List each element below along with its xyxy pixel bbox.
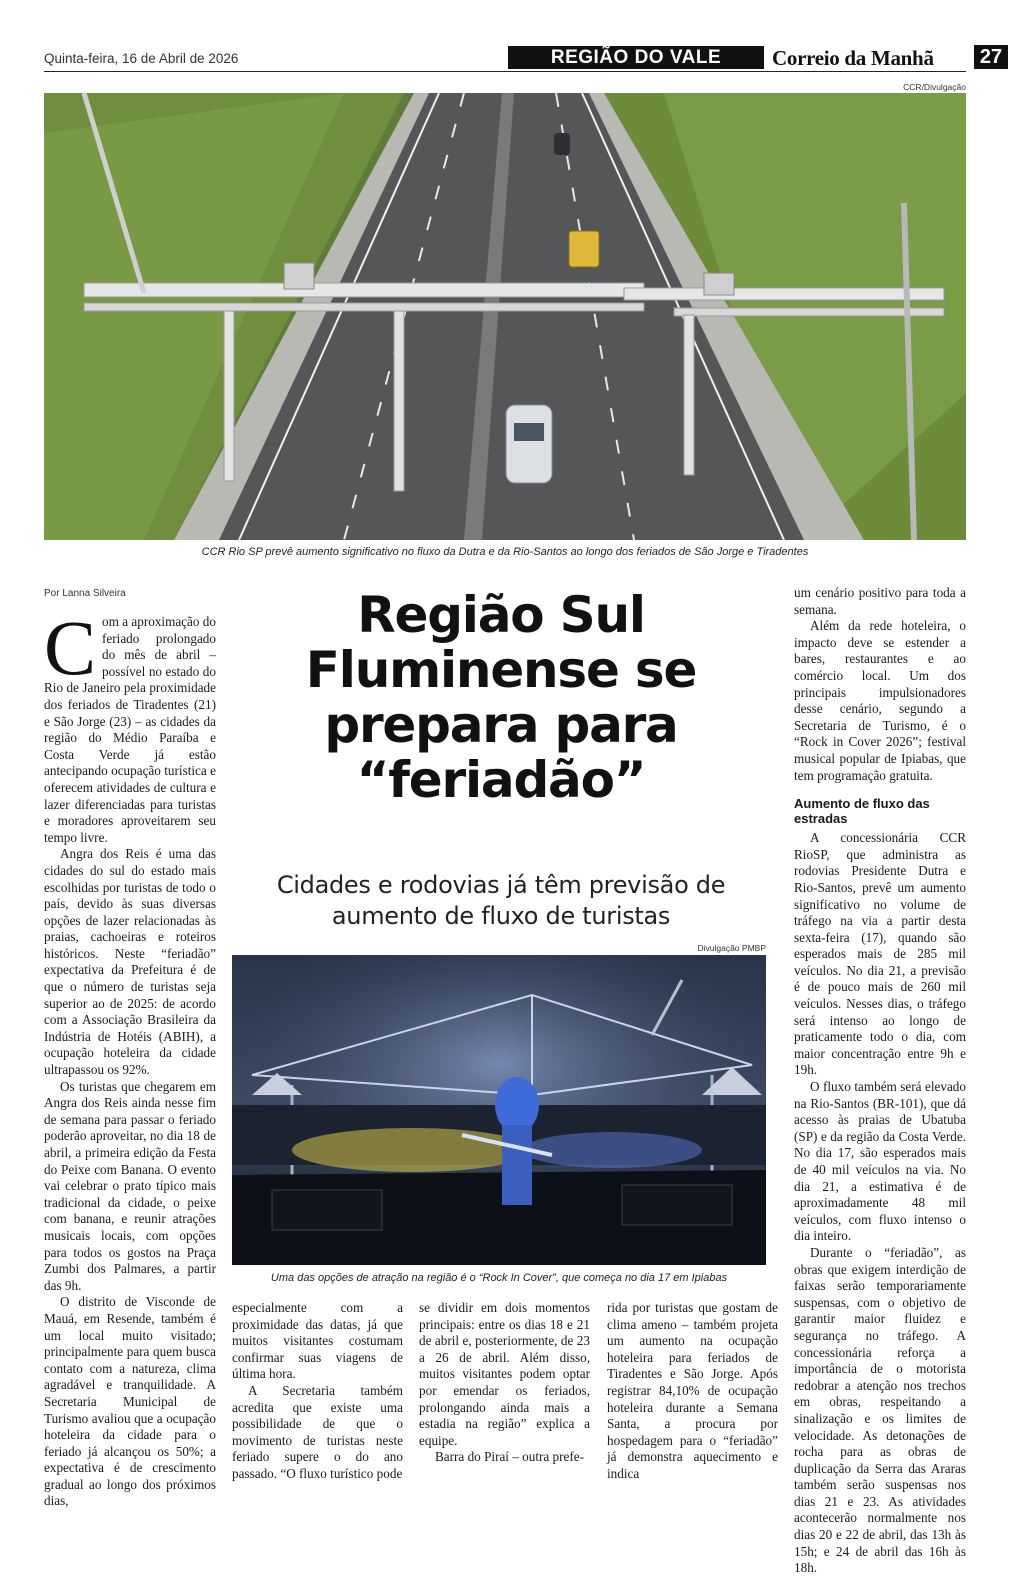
concert-photo bbox=[232, 955, 766, 1265]
paragraph: Angra dos Reis é uma das cidades do sul do estado mais escolhidas por turistas de todo o país, devido às suas diversas opções de lazer relacionadas às praias, cachoeiras e roteiros históricos. Neste “feriadão” expectativa da Prefeitura é de que o número de turistas seja superior ao de 2025: de acordo com a Associação Brasileira da Indústria de Hotéis (ABIH), a ocupação hoteleira da cidade ultrapassou os 92%. bbox=[44, 846, 216, 1078]
article-column-4 bbox=[607, 1300, 778, 1483]
page-number: 27 bbox=[974, 45, 1008, 69]
subheading: Aumento de fluxo das estradas bbox=[794, 796, 930, 827]
paragraph-text: om a aproximação do feriado prolongado do mês de abril – possível no estado do Rio de Janeiro pela proximidade dos feriados de Tiradentes (21) e São Jorge (23) – as cidades da região do Médio Paraíba e Costa Verde já estão antecipando ocupação turística e oferecem atividades de cultura e lazer diferenciadas para turistas e moradores aproveitarem seu tempo livre. bbox=[44, 614, 216, 845]
paragraph: Durante o “feriadão”, as obras que exigem interdição de faixas serão temporariamente suspensas, com o objetivo de garantir maior fluidez e segurança no tráfego. A concessionária reforça a importância de o motorista redobrar a atenção nos trechos em obras, respeitando a sinalização e os limites de velocidade. As detonações de rocha para as obras de duplicação da Serra das Araras também serão suspensas nos dias 21 e 23. As atividades acontecerão normalmente nos dias 20 e 22 de abril, das 13h às 15h; e 24 de abril das 16h às 18h. bbox=[794, 1244, 966, 1576]
article-column-5 bbox=[794, 585, 966, 1577]
paragraph: Além da rede hoteleira, o impacto deve se estender a bares, restaurantes e ao comércio local. Um dos principais impulsionadores desse cenário, segundo a Secretaria de Turismo, é o “Rock in Cover 2026”; festival musical popular de Ipiabas, que tem programação gratuita. bbox=[794, 618, 966, 783]
paragraph: um cenário positivo para toda a semana. bbox=[794, 585, 966, 617]
mid-photo-credit: Divulgação PMBP bbox=[697, 943, 766, 953]
paragraph bbox=[44, 604, 216, 846]
paragraph: A concessionária CCR RioSP, que administra as rodovias Presidente Dutra e Rio-Santos, prevê um aumento significativo no volume de tráfego na via a partir desta sexta-feira (17), quando são esperados mais de 285 mil veículos. No dia 21, a previsão é de pouco mais de 260 mil veículos. Nesses dias, o tráfego será intenso ao longo de praticamente todo o dia, com maior concentração entre 9h e 19h. bbox=[794, 830, 966, 1078]
article-column-2 bbox=[232, 1300, 403, 1483]
paragraph: rida por turistas que gostam de clima ameno – também projeta um aumento na ocupação hoteleira para feriados de Tiradentes e São Jorge. Após registrar 84,10% de ocupação hoteleira durante a Semana Santa, a procura por hospedagem para o “feriadão” já demonstra aquecimento e indica bbox=[607, 1300, 778, 1481]
top-photo-caption: CCR Rio SP prevê aumento significativo no fluxo da Dutra e da Rio-Santos ao longo dos feriados de São Jorge e Tiradentes bbox=[201, 546, 809, 558]
paragraph: O fluxo também será elevado na Rio-Santos (BR-101), que dá acesso às praias de Ubatuba (SP) e da região da Costa Verde. No dia 17, são esperados mais de 40 mil veículos na via. No dia 21, a estimativa é de aproximadamente 48 mil veículos, com fluxo intenso o dia inteiro. bbox=[794, 1079, 966, 1244]
subtitle: Cidades e rodovias já têm previsão de aumento de fluxo de turistas bbox=[276, 871, 726, 930]
newspaper-logo: Correio da Manhã bbox=[772, 46, 934, 70]
byline: Por Lanna Silveira bbox=[44, 588, 126, 599]
page-header bbox=[44, 44, 1003, 72]
paragraph: especialmente com a proximidade das datas, já que muitos visitantes costumam confirmar suas viagens de última hora. bbox=[232, 1300, 403, 1382]
paragraph: Os turistas que chegarem em Angra dos Reis ainda nesse fim de semana para passar o feriado poderão aproveitar, no dia 18 de abril, a primeira edição da Festa do Peixe com Banana. O evento vai celebrar o prato típico mais tradicional da cidade, o peixe com banana, e reunir atrações musicais locais, com opções para todos os gostos na Praça Zumbi dos Palmares, a partir das 9h. bbox=[44, 1078, 216, 1293]
paragraph: A Secretaria também acredita que existe uma possibilidade de que o movimento de turistas neste feriado supere o do ano passado. “O fluxo turístico pode bbox=[232, 1382, 403, 1481]
section-title: REGIÃO DO VALE bbox=[508, 46, 764, 69]
mid-photo-caption: Uma das opções de atração na região é o “Rock In Cover”, que começa no dia 17 em Ipiabas bbox=[270, 1272, 728, 1284]
paragraph: Barra do Piraí – outra prefe- bbox=[435, 1449, 585, 1465]
article-column-1 bbox=[44, 604, 216, 1510]
paragraph: se dividir em dois momentos principais: entre os dias 18 e 21 de abril e, posteriormente, de 23 a 26 de abril. Além disso, muitos visitantes podem optar por emendar os feriados, prolongando ainda mais a estadia na região” explica a equipe. bbox=[419, 1300, 590, 1448]
headline: Região Sul Fluminense se prepara para “feriadão” bbox=[305, 586, 697, 809]
issue-date: Quinta-feira, 16 de Abril de 2026 bbox=[44, 51, 239, 66]
article-column-3 bbox=[419, 1300, 590, 1466]
paragraph: O distrito de Visconde de Mauá, em Resende, também é um local muito visitado; principalmente para quem busca contato com a natureza, clima agradável e tranquilidade. A Secretaria Municipal de Turismo avaliou que a ocupação hoteleira da cidade para o feriado já alcançou os 50%; a expectativa é de crescimento gradual ao longo dos próximos dias, bbox=[44, 1294, 216, 1509]
drop-cap: C bbox=[44, 604, 97, 691]
top-photo-credit: CCR/Divulgação bbox=[903, 82, 966, 92]
highway-photo bbox=[44, 93, 966, 540]
